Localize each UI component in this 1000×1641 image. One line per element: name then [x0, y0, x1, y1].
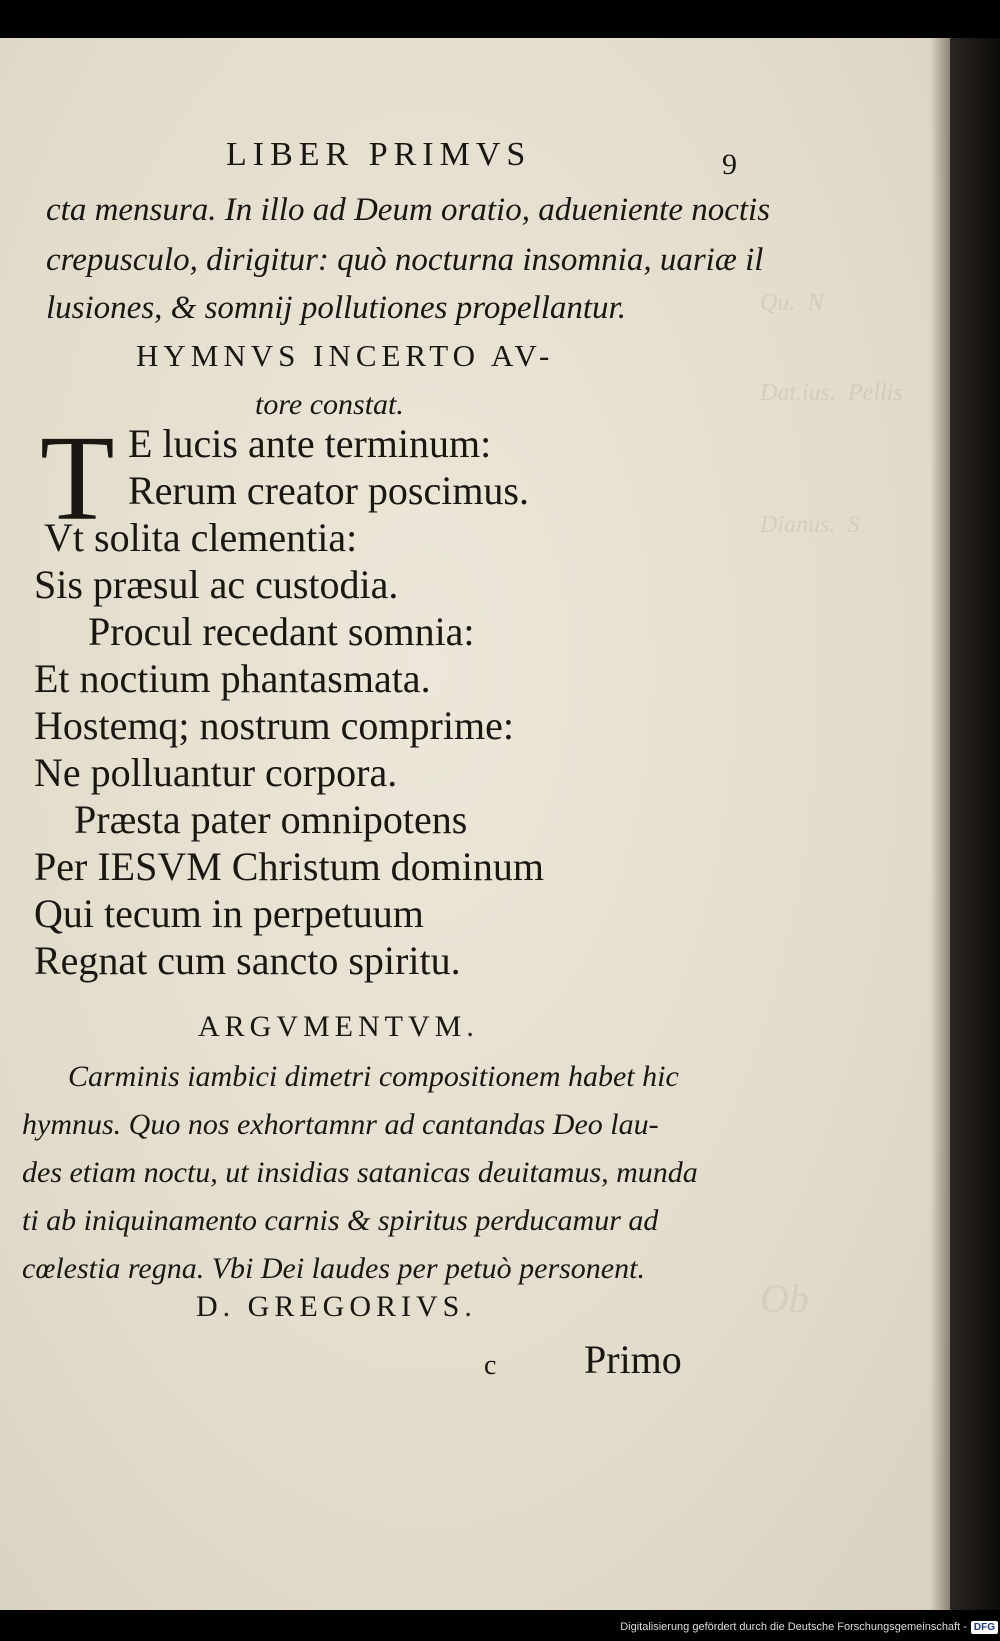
digitization-credit	[620, 1617, 998, 1637]
next-hymn-heading: D. GREGORIVS.	[196, 1290, 477, 1323]
show-through-text: Dat.ius. Pellis	[760, 380, 903, 406]
hymn-heading: HYMNVS INCERTO AV-	[136, 338, 555, 373]
show-through-text: Dianus. S	[760, 512, 860, 538]
argument-line: des etiam noctu, ut insidias satanicas deuitamus, munda	[22, 1156, 698, 1189]
verse-line: Rerum creator poscimus.	[128, 468, 529, 513]
hymn-heading-continued: tore constat.	[255, 388, 404, 421]
dfg-logo: DFG	[971, 1621, 998, 1634]
credit-text: Digitalisierung gefördert durch die Deutsche Forschungsgemeinschaft -	[620, 1621, 967, 1633]
verse-line: Per IESVM Christum dominum	[34, 844, 545, 889]
verse-line: Hostemq; nostrum comprime:	[34, 703, 514, 748]
show-through-text: Ob	[760, 1276, 809, 1321]
hymn-verse	[34, 411, 545, 984]
intro-line: crepusculo, dirigitur: quò nocturna insomnia, uariæ il	[46, 242, 764, 278]
verse-line: Procul recedant somnia:	[88, 609, 475, 654]
verse-line: E lucis ante terminum:	[128, 421, 492, 466]
argument-heading: ARGVMENTVM.	[198, 1010, 479, 1043]
intro-line: cta mensura. In illo ad Deum oratio, adueniente noctis	[46, 192, 771, 228]
running-title: LIBER PRIMVS	[226, 136, 532, 173]
verse-line: Regnat cum sancto spiritu.	[34, 938, 461, 983]
page-gutter-shadow	[930, 38, 950, 1610]
argument-line: ti ab iniquinamento carnis & spiritus perducamur ad	[22, 1204, 659, 1237]
book-edge	[950, 38, 1000, 1610]
verse-line: Præsta pater omnipotens	[74, 797, 468, 842]
argument-text	[22, 1053, 732, 1293]
verse-line: Sis præsul ac custodia.	[34, 562, 399, 607]
argument-line: cœlestia regna. Vbi Dei laudes per petuò personent.	[22, 1252, 645, 1285]
signature-mark: c	[484, 1350, 497, 1381]
argument-line: hymnus. Quo nos exhortamnr ad cantandas Deo lau-	[22, 1108, 659, 1141]
show-through-text: Qu. N	[760, 290, 824, 316]
verse-line: Et noctium phantasmata.	[34, 656, 431, 701]
argument-line: Carminis iambici dimetri compositionem habet hic	[68, 1060, 679, 1093]
page-number: 9	[722, 148, 737, 181]
verse-line: Ne polluantur corpora.	[34, 750, 398, 795]
verse-line: Vt solita clementia:	[44, 515, 358, 560]
verse-line: Qui tecum in perpetuum	[34, 891, 424, 936]
drop-cap-initial: T	[40, 411, 115, 546]
intro-line: lusiones, & somnij pollutiones propellantur.	[46, 290, 626, 326]
catchword: Primo	[584, 1337, 682, 1382]
